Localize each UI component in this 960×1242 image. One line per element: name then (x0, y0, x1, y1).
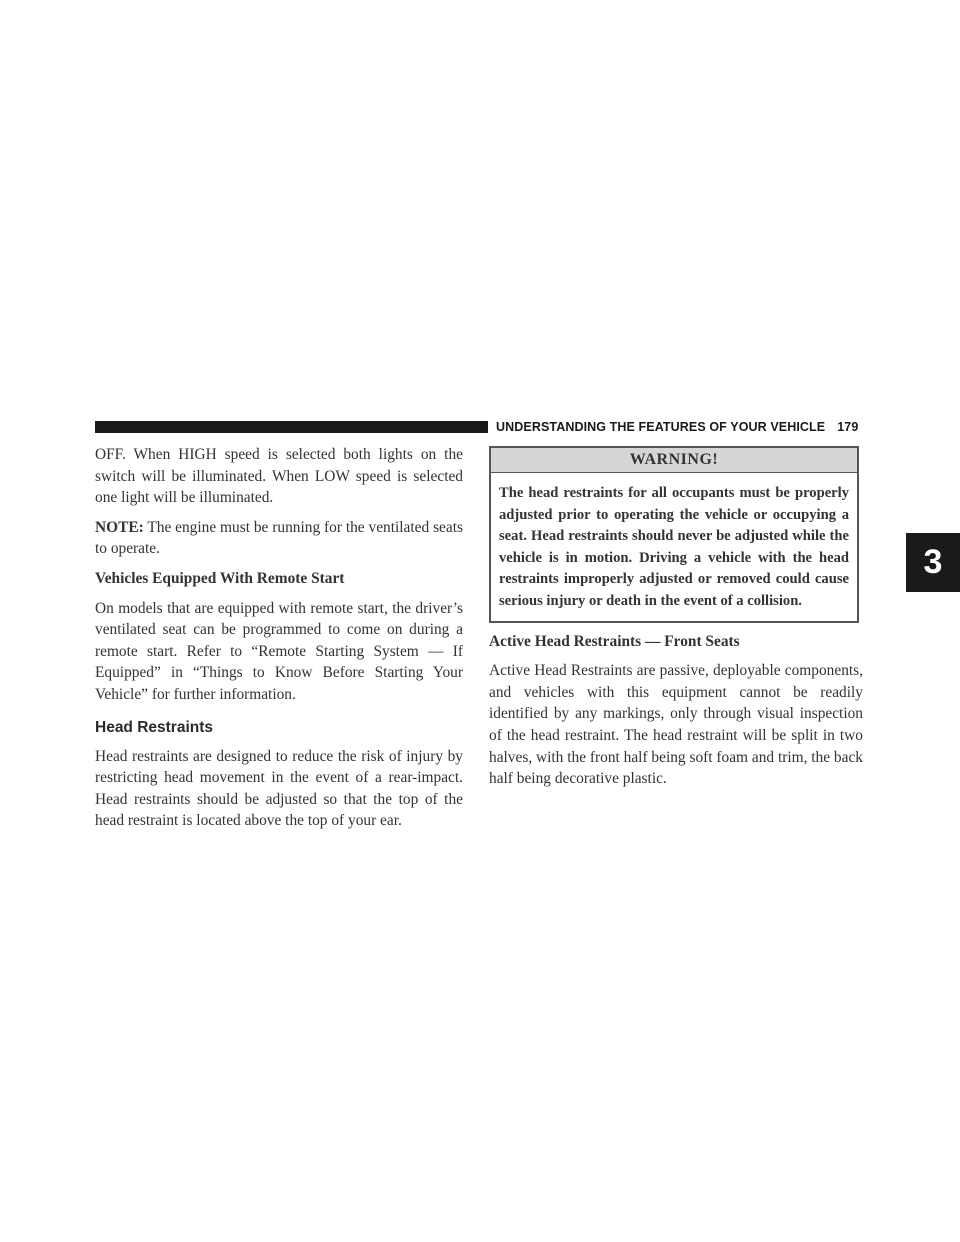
active-head-restraints-paragraph: Active Head Restraints are passive, deployable components, and vehicles with this equipment cannot be readily identified by any markings, only through visual inspection of the head restraint. The head restraint will be split in two halves, with the front half being soft foam and trim, the back half being decorative plastic. (489, 662, 863, 788)
remote-start-paragraph: On models that are equipped with remote start, the driver’s ventilated seat can be programmed to come on during a remote start. Refer to “Remote Starting System — If Equipped” in “Things to Know Before Starting Your Vehicle” for further information. (95, 599, 463, 703)
page-number: 179 (837, 420, 859, 434)
head-restraints-paragraph: Head restraints are designed to reduce the risk of injury by restricting head movement in the event of a rear-impact. Head restraints should be adjusted so that the top of the head restraint is located above the top of your ear. (95, 747, 463, 830)
right-column (489, 444, 863, 790)
ventilation-speed-paragraph: OFF. When HIGH speed is selected both lights on the switch will be illuminated. When LOW speed is selected one light will be illuminated. (95, 446, 463, 507)
header-rule (95, 421, 488, 433)
active-head-restraints-heading: Active Head Restraints — Front Seats (489, 632, 740, 650)
section-title: UNDERSTANDING THE FEATURES OF YOUR VEHICLE (496, 420, 826, 434)
warning-text: The head restraints for all occupants must be properly adjusted prior to operating the vehicle or occupying a seat. Head restraints should never be adjusted while the vehicle is in motion. Driving a vehicle with the head restraints improperly adjusted or removed could cause serious injury or death in the event of a collision. (499, 485, 849, 609)
remote-start-heading: Vehicles Equipped With Remote Start (95, 569, 345, 587)
warning-title: WARNING! (491, 448, 857, 473)
note-label: NOTE: (95, 518, 144, 536)
head-restraints-heading: Head Restraints (95, 718, 214, 736)
warning-box (489, 446, 859, 623)
chapter-tab: 3 (906, 533, 960, 592)
left-column (95, 444, 463, 832)
note-paragraph (95, 517, 463, 560)
note-text: The engine must be running for the ventilated seats to operate. (95, 518, 463, 558)
running-header (496, 418, 858, 436)
